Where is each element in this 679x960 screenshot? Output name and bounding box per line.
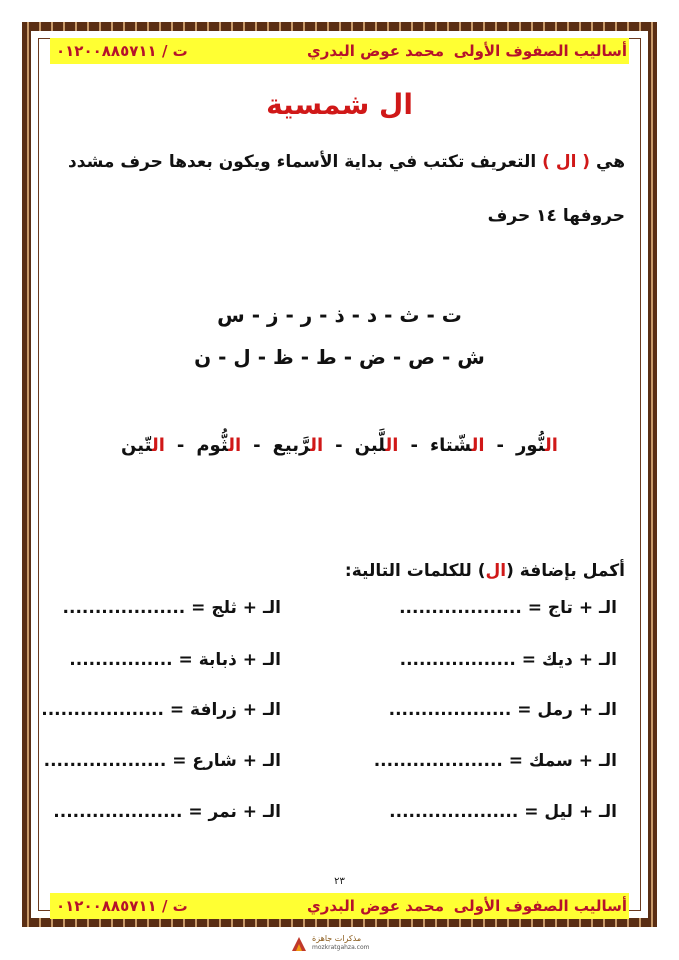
definition-rest: التعريف تكتب في بداية الأسماء ويكون بعدها حرف مشدد xyxy=(68,152,543,172)
task-instruction: أكمل بإضافة (ال) للكلمات التالية: xyxy=(344,561,625,581)
exercise-row: الـ + سمك = .................... xyxy=(373,751,617,771)
exercise-row: الـ + نمر = .................... xyxy=(53,802,281,822)
logo-site: mozkratgahza.com xyxy=(312,944,370,951)
exercise-row: الـ + رمل = ................... xyxy=(388,700,617,720)
header-series: أساليب الصفوف الأولى xyxy=(453,42,627,60)
separator: - xyxy=(176,435,185,456)
definition-text xyxy=(68,152,625,172)
footer-bar xyxy=(50,893,629,919)
example-word: الرَّبيع xyxy=(272,435,324,456)
site-logo xyxy=(290,933,380,955)
example-word: اللَّبن xyxy=(354,435,399,456)
page-title: ال شمسية xyxy=(266,88,413,121)
definition-prefix: هي xyxy=(590,152,625,172)
exercise-row: الـ + ذبابة = ................ xyxy=(69,650,281,670)
logo-icon xyxy=(290,935,308,953)
exercise-row: الـ + ثلج = ................... xyxy=(62,598,281,618)
exercise-row: الـ + تاج = ................... xyxy=(399,598,617,618)
example-word: النُّور xyxy=(516,435,558,456)
exercise-row: الـ + شارع = ................... xyxy=(43,751,281,771)
example-word: التّين xyxy=(121,435,165,456)
exercise-row: الـ + ديك = .................. xyxy=(399,650,617,670)
header-phone: ت / ٠١٢٠٠٨٨٥٧١١ xyxy=(56,42,188,60)
example-word: الشّتاء xyxy=(429,435,485,456)
letters-line-2: ش - ص - ض - ط - ظ - ل - ن xyxy=(194,345,485,369)
letters-line-1: ت - ث - د - ذ - ر - ز - س xyxy=(217,303,462,327)
exercise-row: الـ + زرافة = ................... xyxy=(41,700,281,720)
separator: - xyxy=(410,435,418,456)
exercise-row: الـ + ليل = .................... xyxy=(389,802,617,822)
header-bar xyxy=(50,38,629,64)
footer-author: محمد عوض البدري xyxy=(306,897,444,915)
footer-phone: ت / ٠١٢٠٠٨٨٥٧١١ xyxy=(56,897,188,915)
separator: - xyxy=(335,435,343,456)
footer-series: أساليب الصفوف الأولى xyxy=(453,897,627,915)
separator: - xyxy=(253,435,261,456)
logo-name: مذكرات جاهزة xyxy=(312,934,362,943)
header-author: محمد عوض البدري xyxy=(306,42,444,60)
example-word: الثُّوم xyxy=(196,435,242,456)
letters-count: حروفها ١٤ حرف xyxy=(487,206,625,226)
page-number: ٢٣ xyxy=(334,876,345,887)
separator: - xyxy=(496,435,505,456)
examples-line xyxy=(0,435,679,456)
definition-highlight: ( ال ) xyxy=(542,152,591,172)
